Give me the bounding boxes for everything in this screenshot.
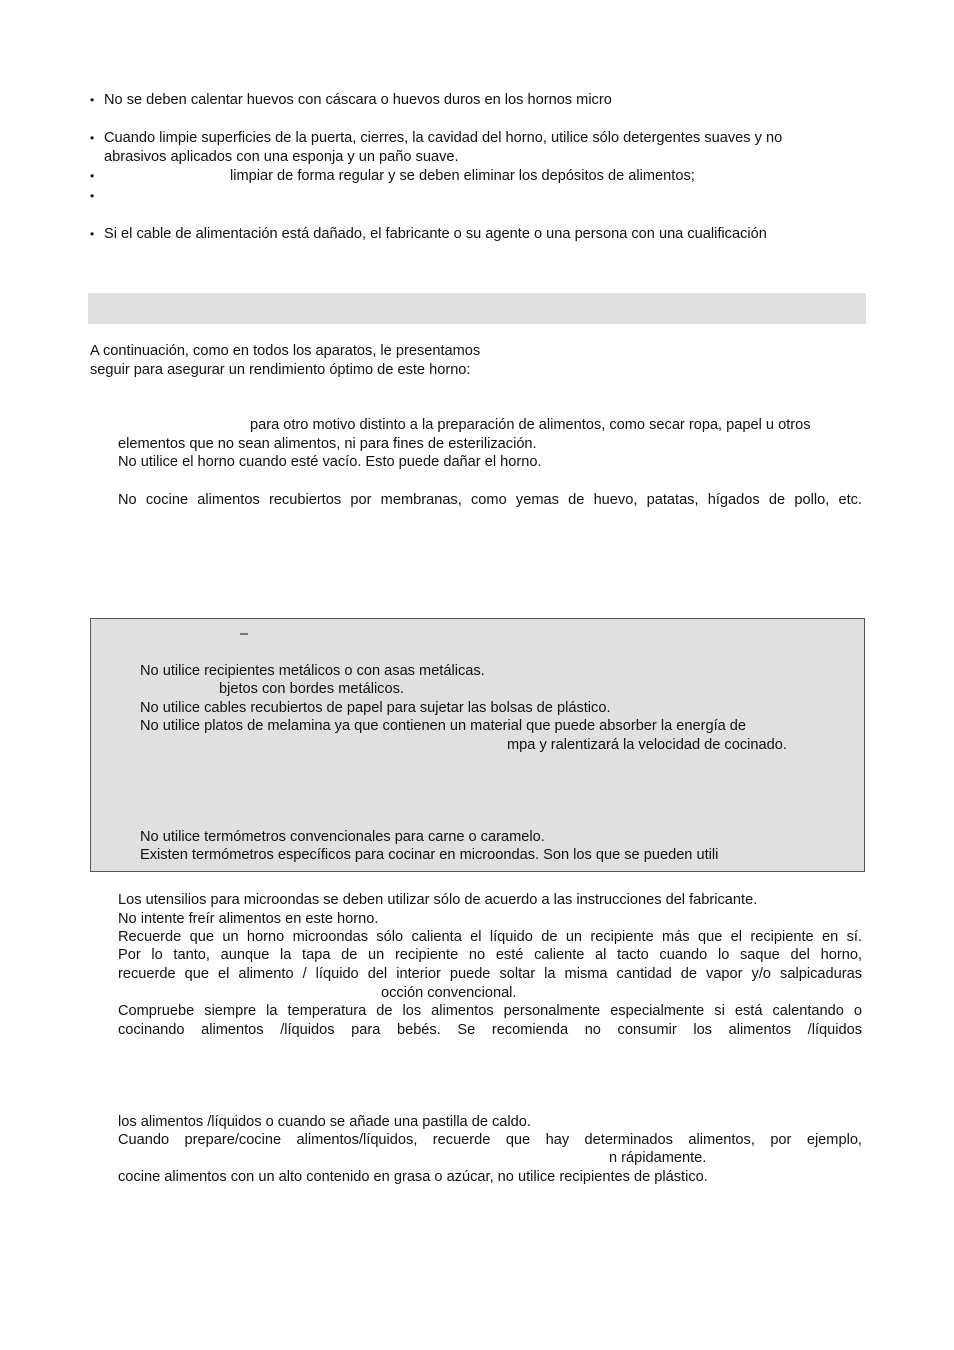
usage-line-4: No cocine alimentos recubiertos por membranas, como yemas de huevo, patatas, hígados de pollo, etc. [118, 492, 862, 508]
bullet-cleaning-line-1: Cuando limpie superficies de la puerta, cierres, la cavidad del horno, utilice sólo detergentes suaves y no [104, 130, 783, 146]
usage-line-3: No utilice el horno cuando esté vacío. Esto puede dañar el horno. [118, 454, 542, 470]
bullet-marker: • [90, 169, 95, 183]
bullet-marker: • [90, 227, 95, 241]
after-line-4: Por lo tanto, aunque la tapa de un recipiente no esté caliente al tacto cuando lo saque del horno, [118, 947, 862, 963]
bullet-marker: • [90, 189, 95, 203]
bullet-cable: Si el cable de alimentación está dañado, el fabricante o su agente o una persona con una cualificación [104, 226, 767, 242]
after-line-8: cocinando alimentos /líquidos para bebés. Se recomienda no consumir los alimentos /líquidos [118, 1022, 862, 1038]
usage-line-2: elementos que no sean alimentos, ni para fines de esterilización. [118, 436, 537, 452]
warning-line-7: Existen termómetros específicos para cocinar en microondas. Son los que se pueden utili [140, 847, 719, 863]
warning-line-5: mpa y ralentizará la velocidad de cocinado. [507, 737, 787, 753]
bullet-eggs: No se deben calentar huevos con cáscara o huevos duros en los hornos micro [104, 92, 612, 108]
after-line-7: Compruebe siempre la temperatura de los alimentos personalmente especialmente si está calentando o [118, 1003, 862, 1019]
warning-line-6: No utilice termómetros convencionales para carne o caramelo. [140, 829, 545, 845]
after-line-2: No intente freír alimentos en este horno. [118, 911, 379, 927]
after-line-1: Los utensilios para microondas se deben utilizar sólo de acuerdo a las instrucciones del fabricante. [118, 892, 758, 908]
after-line-6: occión convencional. [381, 985, 517, 1001]
usage-line-1: para otro motivo distinto a la preparación de alimentos, como secar ropa, papel u otros [250, 417, 811, 433]
warning-line-3: No utilice cables recubiertos de papel para sujetar las bolsas de plástico. [140, 700, 611, 716]
intro-line-2: seguir para asegurar un rendimiento óptimo de este horno: [90, 362, 471, 378]
warning-line-2: bjetos con bordes metálicos. [219, 681, 404, 697]
warning-dash: – [240, 626, 249, 642]
warning-line-1: No utilice recipientes metálicos o con asas metálicas. [140, 663, 485, 679]
after-line-10: Cuando prepare/cocine alimentos/líquidos, recuerde que hay determinados alimentos, por ejemplo, [118, 1132, 862, 1148]
after-line-9: los alimentos /líquidos o cuando se añade una pastilla de caldo. [118, 1114, 531, 1130]
after-line-5: recuerde que el alimento / líquido del interior puede soltar la misma cantidad de vapor y/o salpicaduras [118, 966, 862, 982]
warning-line-4: No utilice platos de melamina ya que contienen un material que puede absorber la energía de [140, 718, 747, 734]
after-line-3: Recuerde que un horno microondas sólo calienta el líquido de un recipiente más que el recipiente en sí. [118, 929, 862, 945]
after-line-11: n rápidamente. [609, 1150, 707, 1166]
section-header-bar [88, 293, 866, 324]
bullet-marker: • [90, 93, 95, 107]
intro-line-1: A continuación, como en todos los aparatos, le presentamos [90, 343, 481, 359]
bullet-marker: • [90, 131, 95, 145]
bullet-cleaning-line-2: abrasivos aplicados con una esponja y un paño suave. [104, 149, 459, 165]
bullet-regular-clean: limpiar de forma regular y se deben eliminar los depósitos de alimentos; [230, 168, 695, 184]
after-line-12: cocine alimentos con un alto contenido en grasa o azúcar, no utilice recipientes de plástico. [118, 1169, 708, 1185]
